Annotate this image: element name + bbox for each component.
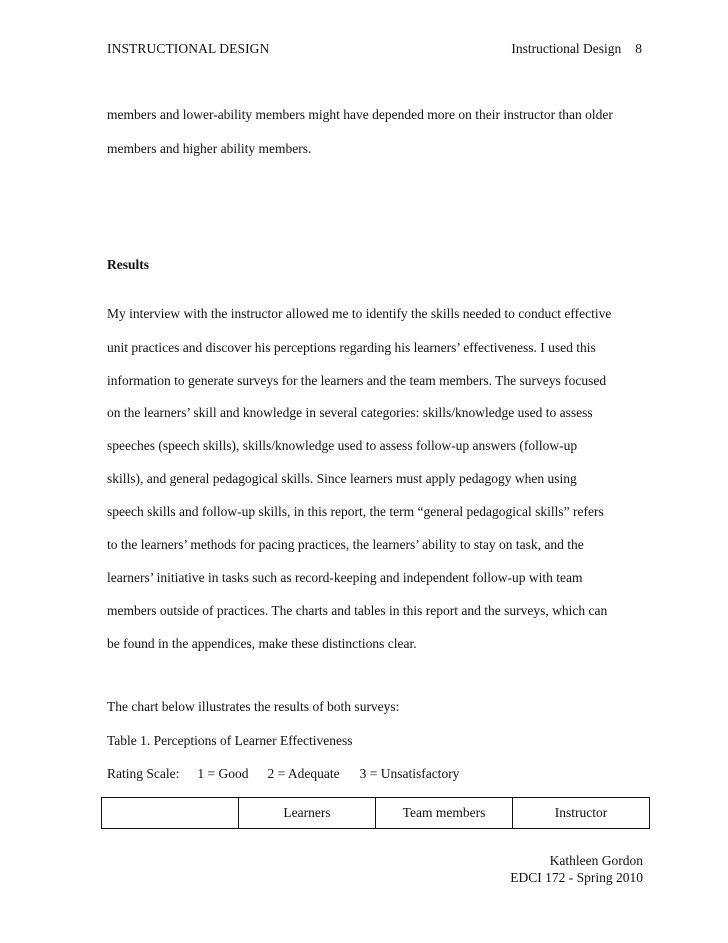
table-header-cell <box>102 798 239 829</box>
page-number: 8 <box>635 41 642 56</box>
table-header-cell: Team members <box>376 798 513 829</box>
rating-scale <box>107 766 459 782</box>
body-line: members outside of practices. The charts and tables in this report and the surveys, which can <box>107 603 608 618</box>
rating-scale-label: Rating Scale: <box>107 766 180 781</box>
effectiveness-table <box>101 797 650 829</box>
body-line: to the learners’ methods for pacing practices, the learners’ ability to stay on task, and the <box>107 537 584 552</box>
running-head: INSTRUCTIONAL DESIGN <box>107 41 270 56</box>
body-line: members and lower-ability members might have depended more on their instructor than older <box>107 107 613 122</box>
table-header-row <box>102 798 650 829</box>
section-heading-results: Results <box>107 257 150 272</box>
body-line: learners’ initiative in tasks such as record-keeping and independent follow-up with team <box>107 570 583 585</box>
table-header-cell: Learners <box>239 798 376 829</box>
table-header-cell: Instructor <box>513 798 650 829</box>
footer-author: Kathleen Gordon <box>549 853 643 868</box>
body-line: members and higher ability members. <box>107 141 312 156</box>
body-line: on the learners’ skill and knowledge in several categories: skills/knowledge used to assess <box>107 405 593 420</box>
footer-course: EDCI 172 - Spring 2010 <box>510 870 643 885</box>
body-line: unit practices and discover his perceptions regarding his learners’ effectiveness. I used this <box>107 340 596 355</box>
chart-intro: The chart below illustrates the results of both surveys: <box>107 699 400 714</box>
rating-good: 1 = Good <box>197 766 249 781</box>
body-line: information to generate surveys for the learners and the team members. The surveys focused <box>107 373 607 388</box>
table-caption: Table 1. Perceptions of Learner Effectiveness <box>107 733 353 748</box>
page-header-right <box>511 41 642 57</box>
rating-unsatisfactory: 3 = Unsatisfactory <box>359 766 460 781</box>
body-line: skills), and general pedagogical skills. Since learners must apply pedagogy when using <box>107 471 577 486</box>
header-short-title: Instructional Design <box>511 41 622 56</box>
rating-adequate: 2 = Adequate <box>267 766 340 781</box>
body-line: speech skills and follow-up skills, in this report, the term “general pedagogical skills” refers <box>107 504 604 519</box>
body-line: be found in the appendices, make these distinctions clear. <box>107 636 417 651</box>
body-line: My interview with the instructor allowed me to identify the skills needed to conduct effective <box>107 306 612 321</box>
body-line: speeches (speech skills), skills/knowledge used to assess follow-up answers (follow-up <box>107 438 578 453</box>
